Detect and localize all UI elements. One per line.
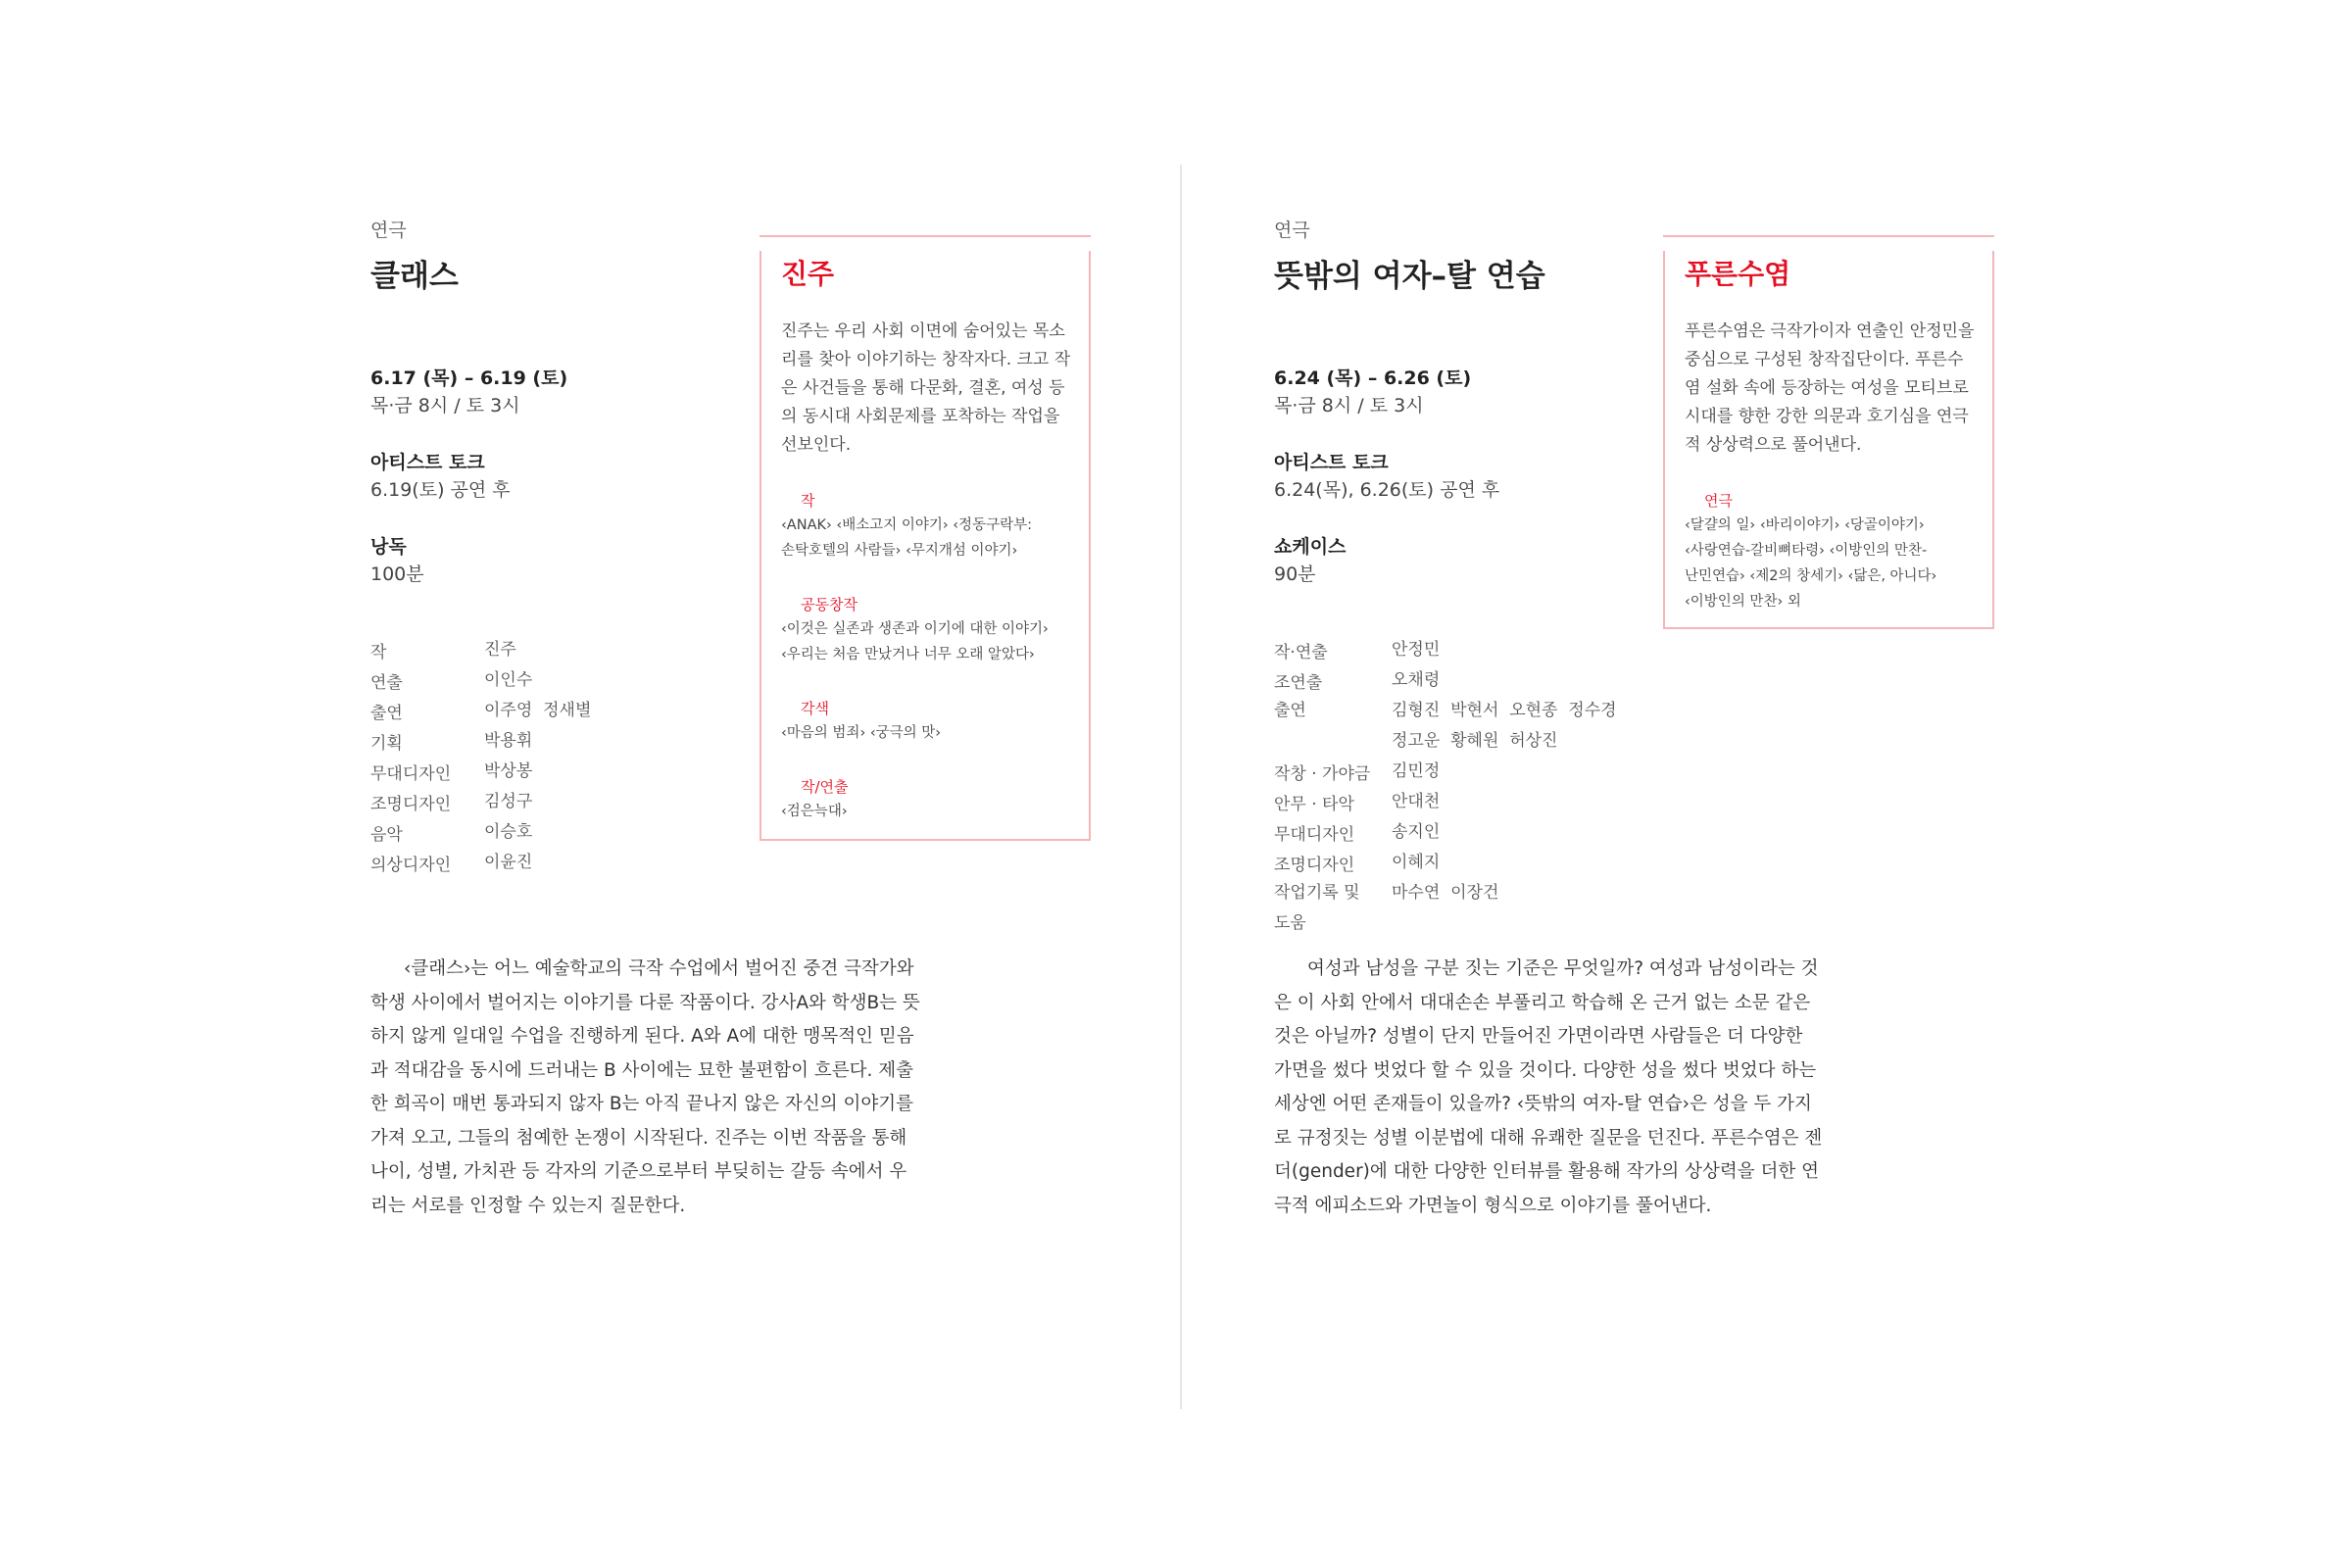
artist-talk: [1274, 449, 1499, 504]
works-line: ‹마음의 범죄› ‹궁극의 맛›: [781, 725, 942, 741]
credit-row: [370, 635, 591, 665]
credit-row: [370, 665, 591, 696]
credit-name: 황혜원: [1450, 731, 1499, 751]
credit-row: [1274, 878, 1617, 939]
credits-list: [370, 635, 591, 878]
credit-row: [370, 726, 591, 757]
credit-names: [1392, 878, 1498, 908]
credit-row: [370, 817, 591, 848]
credit-row: [370, 757, 591, 787]
show-title: 클래스: [370, 259, 459, 294]
works-section: [781, 775, 1073, 824]
artist-profile-box: [760, 235, 1091, 841]
credit-names: 송지인: [1392, 822, 1441, 842]
schedule-info: [1274, 365, 1499, 617]
artist-talk-label: 아티스트 토크: [370, 452, 485, 473]
credit-names: 진주: [484, 640, 516, 660]
credit-role: 출연: [370, 704, 403, 723]
credit-role: 안무 · 타악: [1274, 795, 1354, 814]
format-label: 쇼케이스: [1274, 536, 1347, 558]
works-line: ‹이것은 실존과 생존과 이기에 대한 이야기›: [781, 621, 1049, 637]
format-label: 낭독: [370, 536, 407, 558]
credit-row: [370, 787, 591, 817]
artist-talk: [370, 449, 567, 504]
schedule-dates: [1274, 365, 1499, 419]
format-info: [1274, 533, 1499, 588]
box-border-bottom: [760, 839, 1091, 841]
credit-names: 김성구: [484, 792, 533, 811]
works-heading: 작: [801, 492, 815, 510]
artist-description: 푸른수염은 극작가이자 연출인 안정민을 중심으로 구성된 창작집단이다. 푸른수염 설화 속에 등장하는 여성을 모티브로 시대를 향한 강한 의문과 호기심을 연극적 상상력으로 풀어낸다.: [1685, 321, 1975, 455]
box-border-right: [1992, 251, 1994, 629]
credit-name: 정수경: [1568, 701, 1617, 720]
credit-row: [1274, 848, 1617, 878]
credit-role: 출연: [1274, 701, 1306, 720]
works-section: [781, 697, 1073, 746]
credit-role: 연출: [370, 673, 403, 693]
credit-role: 작업기록 및 도움: [1274, 883, 1360, 933]
synopsis-text: 여성과 남성을 구분 짓는 기준은 무엇일까? 여성과 남성이라는 것은 이 사회 안에서 대대손손 부풀리고 학습해 온 근거 없는 소문 같은 것은 아닐까? 성별이 단지 만들어진 가면이라면 사람들은 더 다양한 가면을 썼다 벗었다 할 수 있을 것이다. 다양한 성을 썼다 벗었다 하는 세상엔 어떤 존재들이 있을까? ‹뜻밖의 여자-탈 연습›은 성을 두 가지로 규정짓는 성별 이분법에 대해 유쾌한 질문을 던진다. 푸른수염은 젠더(gender)에 대한 다양한 인터뷰를 활용해 작가의 상상력을 더한 연극적 에피소드와 가면놀이 형식으로 이야기를 풀어낸다.: [1274, 958, 1823, 1216]
credit-name: 이장건: [1450, 883, 1499, 903]
credit-names: 박용휘: [484, 731, 533, 751]
works-section: [781, 593, 1073, 667]
credit-role: 조명디자인: [1274, 856, 1355, 875]
works-line: ‹우리는 처음 만났거나 너무 오래 알았다›: [781, 647, 1035, 662]
credit-row: [370, 696, 591, 726]
artist-talk-date: 6.24(목), 6.26(토) 공연 후: [1274, 479, 1500, 501]
credit-role: 조연출: [1274, 673, 1323, 693]
works-heading: 연극: [1704, 492, 1733, 510]
credit-role: 무대디자인: [370, 764, 452, 784]
credit-row: [1274, 696, 1617, 757]
category-label: 연극: [1274, 220, 1310, 241]
dates: 6.17 (목) – 6.19 (토): [370, 368, 568, 389]
credit-names: [484, 696, 591, 726]
box-border-left: [760, 251, 761, 841]
artist-talk-date: 6.19(토) 공연 후: [370, 479, 511, 501]
works-line: ‹달걀의 일› ‹바리이야기› ‹당골이야기›: [1685, 517, 1925, 533]
credit-name: 오현종: [1509, 701, 1558, 720]
works-line: ‹사랑연습-갈비뼈타령› ‹이방인의 만찬-: [1685, 543, 1928, 559]
credit-row: [1274, 665, 1617, 696]
credit-row: [1274, 817, 1617, 848]
works-line: 난민연습› ‹제2의 창세기› ‹닮은, 아니다›: [1685, 568, 1937, 584]
category-label: 연극: [370, 220, 407, 241]
works-section: [781, 489, 1073, 564]
synopsis-text: ‹클래스›는 어느 예술학교의 극작 수업에서 벌어진 중견 극작가와 학생 사이에서 벌어지는 이야기를 다룬 작품이다. 강사A와 학생B는 뜻하지 않게 일대일 수업을 진행하게 된다. A와 A에 대한 맹목적인 믿음과 적대감을 동시에 드러내는 B 사이에는 묘한 불편함이 흐른다. 제출한 희곡이 매번 통과되지 않자 B는 아직 끝나지 않은 자신의 이야기를 가져 오고, 그들의 첨예한 논쟁이 시작된다. 진주는 이번 작품을 통해 나이, 성별, 가치관 등 각자의 기준으로부터 부딪히는 갈등 속에서 우리는 서로를 인정할 수 있는지 질문한다.: [370, 958, 920, 1216]
artist-name: 푸른수염: [1685, 258, 1791, 290]
dates: 6.24 (목) – 6.26 (토): [1274, 368, 1472, 389]
box-border-left: [1663, 251, 1665, 629]
credit-name: 정새별: [543, 701, 592, 720]
credit-names: 이승호: [484, 822, 533, 842]
credit-names: 박상봉: [484, 761, 533, 781]
credits-list: [1274, 635, 1617, 939]
credit-names: 김민정: [1392, 761, 1441, 781]
works-line: ‹ANAK› ‹배소고지 이야기› ‹정동구락부:: [781, 517, 1032, 533]
works-heading: 각색: [801, 700, 829, 717]
credit-role: 기획: [370, 734, 403, 754]
credit-name: 정고운: [1392, 731, 1441, 751]
credit-name: 이주영: [484, 701, 533, 720]
schedule-dates: [370, 365, 567, 419]
credit-names: 오채령: [1392, 670, 1441, 690]
credit-name: 김형진: [1392, 701, 1441, 720]
works-section: [1685, 489, 1977, 614]
credit-names: [1392, 696, 1617, 757]
credit-row: [1274, 757, 1617, 787]
credit-role: 조명디자인: [370, 795, 452, 814]
credit-role: 무대디자인: [1274, 825, 1355, 845]
times: 목·금 8시 / 토 3시: [370, 395, 520, 416]
works-line: ‹검은늑대›: [781, 804, 848, 819]
artist-profile-content: [1685, 235, 1977, 614]
credit-row: [1274, 635, 1617, 665]
credit-names: 이윤진: [484, 853, 533, 872]
right-page: [1176, 0, 2352, 1568]
box-border-bottom: [1663, 627, 1994, 629]
credit-names: 안정민: [1392, 640, 1441, 660]
artist-profile-box: [1663, 235, 1994, 629]
credit-name: 박현서: [1450, 701, 1499, 720]
times: 목·금 8시 / 토 3시: [1274, 395, 1424, 416]
format-info: [370, 533, 567, 588]
credit-role: 음악: [370, 825, 403, 845]
artist-profile-content: [781, 235, 1073, 824]
credit-row: [370, 848, 591, 878]
credit-name: 마수연: [1392, 883, 1441, 903]
schedule-info: [370, 365, 567, 617]
credit-names: 안대천: [1392, 792, 1441, 811]
running-time: 100분: [370, 564, 424, 585]
works-heading: 작/연출: [801, 778, 849, 796]
artist-name: 진주: [781, 258, 835, 290]
credit-role: 작·연출: [1274, 643, 1328, 662]
credit-names: 이인수: [484, 670, 533, 690]
credit-row: [1274, 787, 1617, 817]
show-title: 뜻밖의 여자–탈 연습: [1274, 259, 1545, 294]
credit-name: 허상진: [1509, 731, 1558, 751]
credit-names: 이혜지: [1392, 853, 1441, 872]
credit-role: 작: [370, 643, 387, 662]
works-line: ‹이방인의 만찬› 외: [1685, 594, 1801, 610]
credit-role: 작창 · 가야금: [1274, 764, 1371, 784]
works-line: 손탁호텔의 사람들› ‹무지개섬 이야기›: [781, 543, 1018, 559]
works-heading: 공동창작: [801, 596, 858, 613]
artist-description: 진주는 우리 사회 이면에 숨어있는 목소리를 찾아 이야기하는 창작자다. 크고 작은 사건들을 통해 다문화, 결혼, 여성 등의 동시대 사회문제를 포착하는 작업을 선보인다.: [781, 321, 1071, 455]
credit-role: 의상디자인: [370, 856, 452, 875]
running-time: 90분: [1274, 564, 1316, 585]
box-border-right: [1089, 251, 1091, 841]
artist-talk-label: 아티스트 토크: [1274, 452, 1389, 473]
